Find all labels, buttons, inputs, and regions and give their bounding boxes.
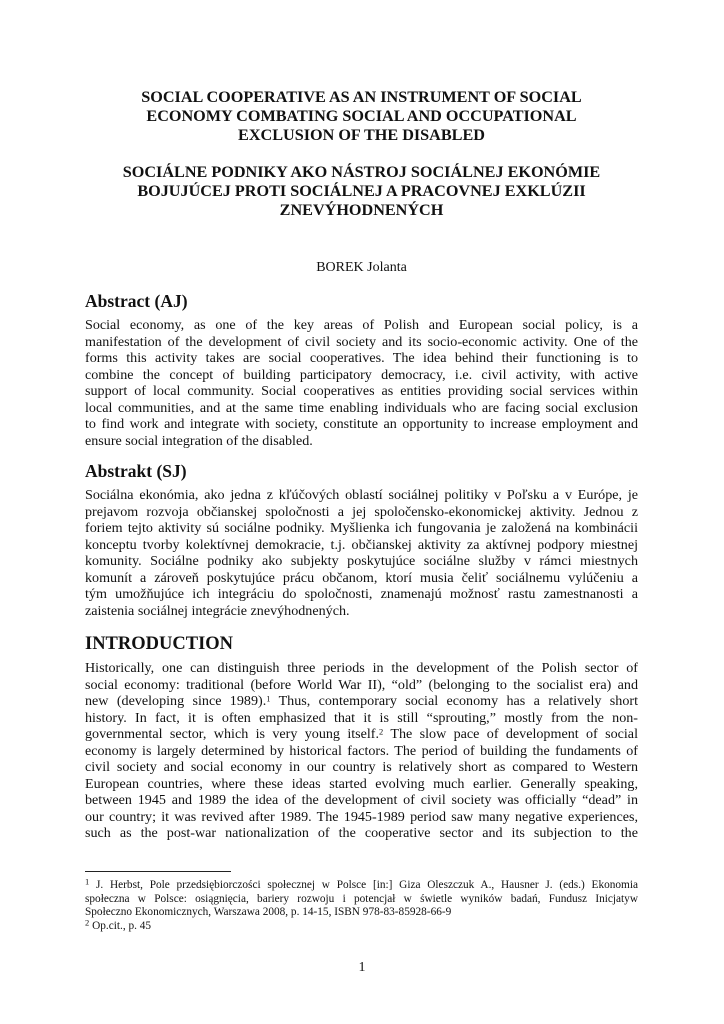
text-segment: governmental sector, which is very young itself. bbox=[85, 726, 380, 743]
text-line bbox=[85, 660, 638, 677]
abstract-sk-body bbox=[85, 487, 638, 619]
text-segment: foriem tejto aktivity sú sociálne podniky. Myšlienka ich fungovania je založená na kombinácii bbox=[85, 520, 638, 537]
text-segment: Thus, contemporary social economy has a relatively short bbox=[270, 693, 638, 710]
title-line: SOCIÁLNE PODNIKY AKO NÁSTROJ SOCIÁLNEJ EKONÓMIE bbox=[122, 163, 601, 181]
text-segment: our country; it was revived after 1989. The 1945-1989 period saw many negative experiences, bbox=[85, 808, 638, 825]
text-segment: civil society and social economy in our country is relatively short as compared to Western bbox=[85, 759, 638, 776]
title-english bbox=[85, 88, 638, 146]
text-segment: support of local community. Social cooperatives as entities providing social services within bbox=[85, 383, 638, 400]
text-line bbox=[85, 776, 638, 793]
text-line bbox=[85, 416, 638, 433]
text-segment: to find work and integrate with society, constitute an opportunity to increase employment and bbox=[85, 416, 638, 433]
text-segment: forms this activity takes are social cooperatives. The idea behind their functioning is to bbox=[85, 350, 638, 367]
footnote-line bbox=[85, 906, 638, 920]
title-line: SOCIAL COOPERATIVE AS AN INSTRUMENT OF SOCIAL bbox=[141, 88, 582, 106]
text-segment: społeczna w Polsce: osiągnięcia, bariery rozwoju i potencjał w świetle wyników badań, Fundusz Inicjatyw bbox=[85, 892, 638, 905]
text-line bbox=[85, 759, 638, 776]
text-line bbox=[85, 603, 638, 620]
title-slovak bbox=[85, 163, 638, 221]
text-line bbox=[85, 383, 638, 400]
text-line bbox=[85, 586, 638, 603]
text-line bbox=[85, 367, 638, 384]
text-segment: between 1945 and 1989 the idea of the development of civil society was officially “dead” in bbox=[85, 792, 638, 809]
footnote-line bbox=[85, 876, 638, 893]
text-segment: ensure social integration of the disabled. bbox=[85, 432, 313, 449]
text-line bbox=[85, 520, 638, 537]
introduction-body bbox=[85, 660, 638, 842]
text-segment: such as the post-war nationalization of the cooperative sector and its subjection to the bbox=[85, 825, 638, 842]
text-segment: komunít a zároveň poskytujúce prácu občanom, ktorí musia čeliť sociálnemu vylúčeniu a bbox=[85, 569, 638, 586]
text-segment: local communities, and at the same time enabling individuals who are facing social exclusion bbox=[85, 399, 638, 416]
text-segment: Historically, one can distinguish three periods in the development of the Polish sector of bbox=[85, 660, 638, 676]
text-line bbox=[85, 317, 638, 334]
text-segment: combine the concept of building participatory democracy, i.e. civil activity, with active bbox=[85, 366, 638, 383]
text-line bbox=[85, 743, 638, 760]
text-segment: Sociálna ekonómia, ako jedna z kľúčových oblastí sociálnej politiky v Poľsku a v Európe, je bbox=[85, 487, 638, 503]
text-segment: Social economy, as one of the key areas of Polish and European social policy, is a bbox=[85, 317, 638, 333]
text-segment: komunity. Sociálne podniky ako subjekty poskytujúce sociálne služby v rámci miestnych bbox=[85, 553, 638, 570]
text-segment: J. Herbst, Pole przedsiębiorczości społecznej w Polsce [in:] Giza Oleszczuk A., Hausner J. (eds.) Ekonomia bbox=[89, 879, 638, 891]
text-segment: zaistenia sociálnej integrácie znevýhodnených. bbox=[85, 602, 350, 619]
text-line bbox=[85, 677, 638, 694]
footnote-line bbox=[85, 917, 638, 934]
text-segment: Op.cit., p. 45 bbox=[89, 919, 152, 932]
text-line bbox=[85, 537, 638, 554]
footnote-marker: 1 bbox=[85, 876, 90, 887]
footnote-separator bbox=[85, 871, 231, 872]
text-segment: history. In fact, it is often emphasized that it is still “sprouting,” mostly from the non- bbox=[85, 709, 638, 726]
title-line: EXCLUSION OF THE DISABLED bbox=[238, 126, 485, 145]
page-number: 1 bbox=[358, 960, 366, 975]
text-segment: economy is largely determined by historical factors. The period of building the fundaments of bbox=[85, 742, 638, 759]
text-segment: manifestation of the development of civil society and its socio-economic activity. One of the bbox=[85, 333, 638, 350]
text-line bbox=[85, 433, 638, 450]
footnote-marker: 2 bbox=[379, 726, 384, 737]
text-segment: European countries, where these ideas started evolving much earlier. Generally speaking, bbox=[85, 775, 638, 792]
text-segment: prejavom rozvoja občianskej spoločnosti a jej spoločensko-ekonomickej aktivity. Jednou z bbox=[85, 503, 638, 520]
text-line bbox=[85, 570, 638, 587]
text-segment: tým umožňujúce ich integráciu do spoločnosti, znamenajú možnosť rastu zamestnanosti a bbox=[85, 586, 638, 603]
text-segment: The slow pace of development of social bbox=[383, 726, 638, 743]
text-segment: social economy: traditional (before World War II), “old” (belonging to the socialist era) and bbox=[85, 676, 638, 693]
footnote-line bbox=[85, 893, 638, 907]
text-segment: Społeczno Ekonomicznych, Warszawa 2008, p. 14-15, ISBN 978-83-85928-66-9 bbox=[85, 906, 452, 919]
abstract-en-body bbox=[85, 317, 638, 449]
text-line bbox=[85, 334, 638, 351]
title-line: ZNEVÝHODNENÝCH bbox=[279, 201, 444, 220]
text-line bbox=[85, 726, 638, 743]
text-line bbox=[85, 710, 638, 727]
author: BOREK Jolanta bbox=[316, 260, 407, 275]
title-line: ECONOMY COMBATING SOCIAL AND OCCUPATIONAL bbox=[146, 107, 577, 126]
text-line bbox=[85, 825, 638, 842]
footnotes bbox=[85, 876, 638, 933]
footnote-marker: 2 bbox=[85, 917, 90, 928]
text-segment: new (developing since 1989). bbox=[85, 693, 267, 710]
text-line bbox=[85, 553, 638, 570]
text-line bbox=[85, 487, 638, 504]
abstract-sk-heading: Abstrakt (SJ) bbox=[85, 461, 187, 481]
text-line bbox=[85, 693, 638, 710]
text-line bbox=[85, 809, 638, 826]
text-line bbox=[85, 400, 638, 417]
text-segment: konceptu tvorby kolektívnej demokracie, t.j. občianskej aktivity za aktívnej podpory miestnej bbox=[85, 536, 638, 553]
footnote-marker: 1 bbox=[266, 693, 271, 704]
text-line bbox=[85, 350, 638, 367]
title-line: BOJUJÚCEJ PROTI SOCIÁLNEJ A PRACOVNEJ EXKLÚZII bbox=[137, 182, 586, 201]
abstract-en-heading: Abstract (AJ) bbox=[85, 291, 188, 311]
text-line bbox=[85, 792, 638, 809]
introduction-heading: INTRODUCTION bbox=[85, 634, 234, 654]
text-line bbox=[85, 504, 638, 521]
